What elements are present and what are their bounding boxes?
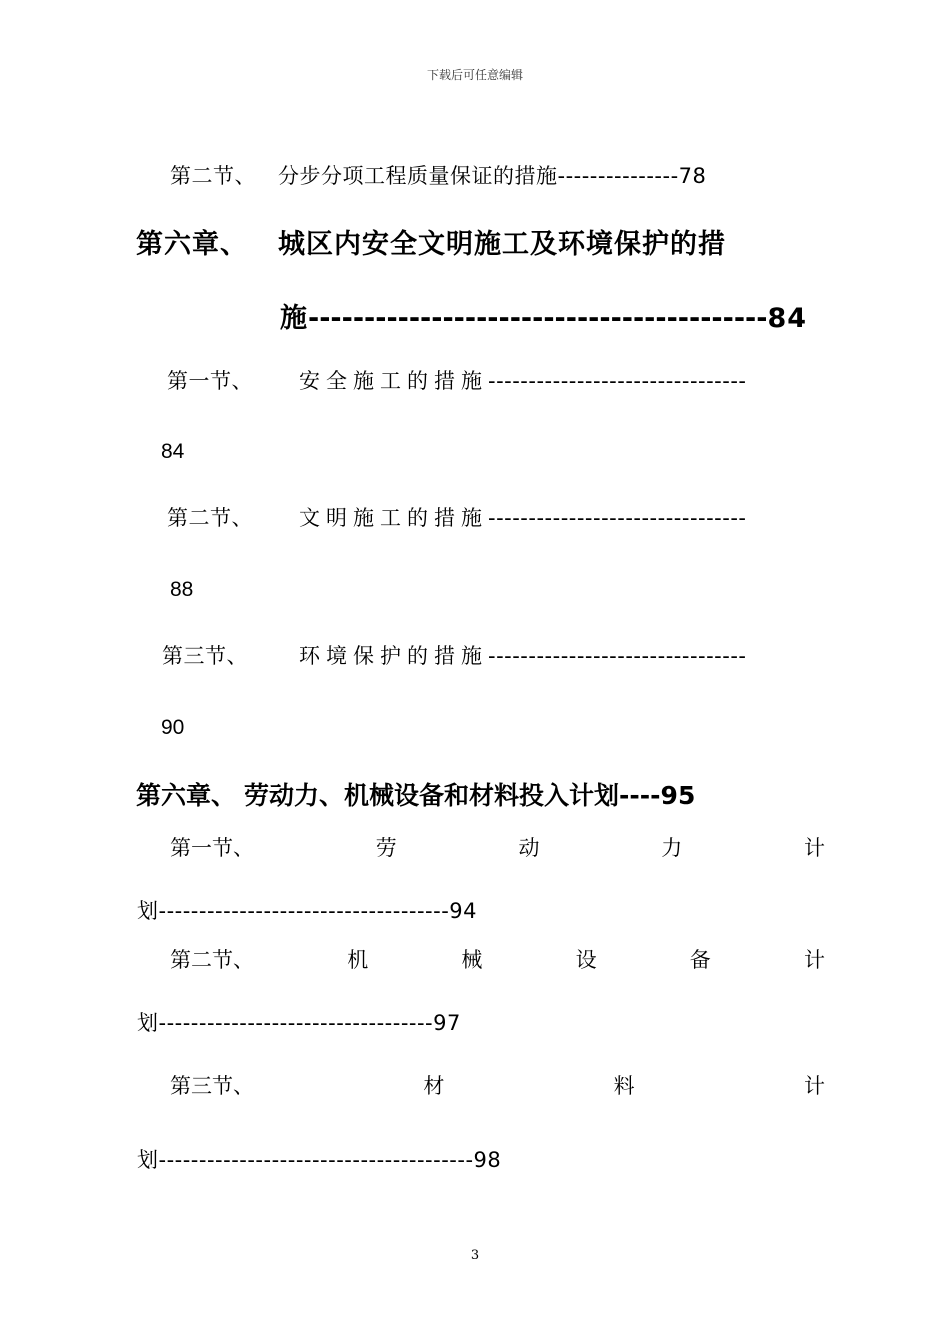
title-char: 计 xyxy=(804,836,825,860)
title-char: 料 xyxy=(613,1074,635,1098)
toc-entry-chapter[interactable] xyxy=(136,222,726,261)
chapter-title: 城区内安全文明施工及环境保护的措 xyxy=(278,229,726,260)
chapter-title-cont: 施 xyxy=(280,303,308,334)
toc-entry-section-continued[interactable] xyxy=(137,895,477,925)
dot-leader: -------------------------------- xyxy=(488,506,747,530)
title-char: 划 xyxy=(137,1011,159,1035)
page-number: 78 xyxy=(678,164,707,188)
title-char: 备 xyxy=(689,948,711,972)
section-label: 第一节、 xyxy=(170,836,254,860)
page-number: 84 xyxy=(767,303,808,334)
chapter-label: 第六章、 xyxy=(136,229,248,260)
dot-leader: -------------------------------- xyxy=(488,644,747,668)
page-header: 下载后可任意编辑 xyxy=(426,68,523,82)
chapter-label: 第六章、 xyxy=(136,781,237,810)
page-number: 84 xyxy=(161,440,185,463)
dot-leader: ---- xyxy=(619,781,661,810)
dot-leader: --------------- xyxy=(557,164,679,188)
title-char: 计 xyxy=(803,1074,825,1098)
page-number: 95 xyxy=(660,781,696,810)
title-char: 划 xyxy=(137,899,159,923)
dot-leader: ---------------------------------- xyxy=(158,1011,434,1035)
page-footer-number: 3 xyxy=(470,1248,480,1263)
section-title: 安全施工的措施 xyxy=(299,369,488,393)
section-label: 第三节、 xyxy=(162,644,248,668)
section-title: 分步分项工程质量保证的措施 xyxy=(278,164,558,188)
section-title: 文明施工的措施 xyxy=(299,506,488,530)
title-char: 设 xyxy=(575,948,597,972)
section-title: 环境保护的措施 xyxy=(299,644,488,668)
toc-entry-section-continued[interactable] xyxy=(137,1007,461,1037)
section-label: 第一节、 xyxy=(167,369,253,393)
dot-leader: -------------------------------- xyxy=(488,369,747,393)
title-char: 材 xyxy=(423,1074,445,1098)
toc-entry-section[interactable] xyxy=(162,640,746,670)
page-number: 88 xyxy=(170,578,194,601)
title-char: 力 xyxy=(661,836,683,860)
toc-entry-section[interactable] xyxy=(167,365,746,395)
section-label: 第三节、 xyxy=(170,1074,254,1098)
chapter-title: 劳动力、机械设备和材料投入计划 xyxy=(244,781,620,810)
title-char: 动 xyxy=(518,836,540,860)
toc-entry-section-continued[interactable] xyxy=(137,1144,501,1174)
section-label: 第二节、 xyxy=(170,164,256,188)
dot-leader: ----------------------------------------- xyxy=(308,303,768,334)
title-char: 划 xyxy=(137,1148,159,1172)
toc-entry-section[interactable] xyxy=(170,160,706,190)
page-number: 97 xyxy=(433,1011,461,1035)
page-number: 94 xyxy=(449,899,478,923)
title-char: 械 xyxy=(461,948,483,972)
toc-entry-section[interactable] xyxy=(167,502,746,532)
toc-entry-section[interactable] xyxy=(170,1070,825,1100)
toc-entry-section[interactable] xyxy=(170,832,825,862)
page-number: 98 xyxy=(473,1148,502,1172)
dot-leader: ------------------------------------ xyxy=(158,899,450,923)
toc-entry-chapter-continued[interactable] xyxy=(280,296,807,335)
title-char: 机 xyxy=(347,948,369,972)
page-number: 90 xyxy=(161,716,185,739)
section-label: 第二节、 xyxy=(170,948,254,972)
dot-leader: --------------------------------------- xyxy=(158,1148,474,1172)
title-char: 劳 xyxy=(375,836,397,860)
section-label: 第二节、 xyxy=(167,506,253,530)
toc-entry-chapter[interactable] xyxy=(136,776,695,812)
toc-entry-section[interactable] xyxy=(170,944,825,974)
title-char: 计 xyxy=(803,948,825,972)
